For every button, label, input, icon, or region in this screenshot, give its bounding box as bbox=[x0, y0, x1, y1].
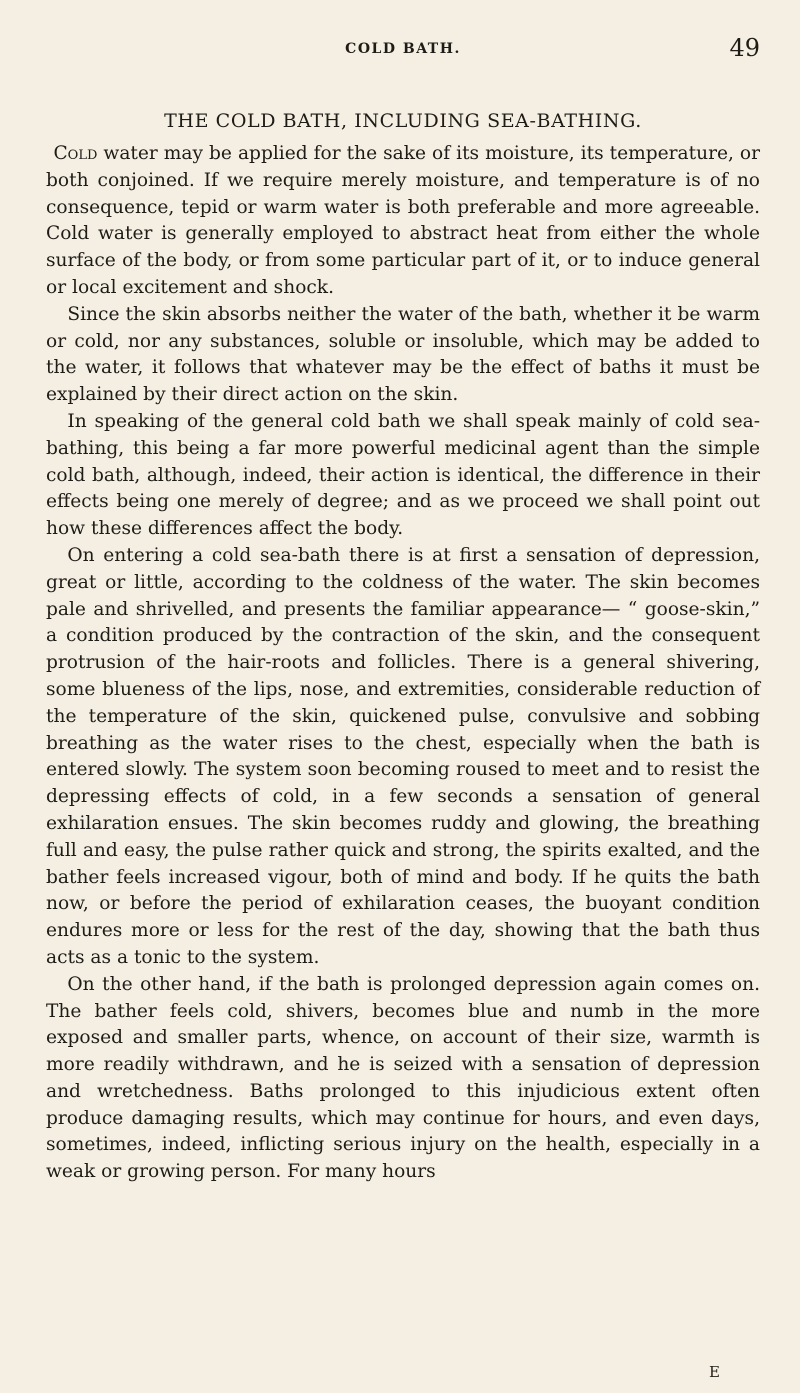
paragraph-text: On entering a cold sea-bath there is at first a sensation of depression, great or little, according to the coldness of the water. The skin becomes pale and shrivelled, and presents the familiar appearance— “ goose-skin,” a condition produced by the contraction of the skin, and the consequent protrusion of the hair-roots and follicles. There is a general shivering, some blueness of the lips, nose, and extremities, considerable reduction of the temperature of the skin, quickened pulse, convulsive and sobbing breathing as the water rises to the chest, especially when the bath is entered slowly. The system soon becoming roused to meet and to resist the depressing effects of cold, in a few seconds a sensation of general exhilaration ensues. The skin becomes ruddy and glowing, the breathing full and easy, the pulse rather quick and strong, the spirits exalted, and the bather feels increased vigour, both of mind and body. If he quits the bath now, or before the period of exhilaration ceases, the buoyant condition endures more or less for the rest of the day, showing that the bath thus acts as a tonic to the system. bbox=[46, 544, 760, 968]
paragraph-text: water may be applied for the sake of its moisture, its temperature, or both conjoined. If we require merely moisture, and temperature is of no consequence, tepid or warm water is both preferable and more agreeable. Cold water is generally employed to abstract heat from either the whole surface of the body, or from some particular part of it, or to induce general or local excitement and shock. bbox=[46, 143, 760, 298]
paragraph-text: In speaking of the general cold bath we shall speak mainly of cold sea-bathing, this being a far more powerful medicinal agent than the simple cold bath, although, indeed, their action is identical, the difference in their effects being one merely of degree; and as we proceed we shall point out how these differences affect the body. bbox=[46, 410, 760, 540]
paragraph bbox=[46, 972, 760, 1186]
running-head bbox=[46, 34, 760, 68]
paragraph bbox=[46, 409, 760, 543]
paragraph-lead-word: Cold bbox=[53, 143, 98, 164]
running-title: COLD BATH. bbox=[345, 41, 461, 57]
paragraph-text: Since the skin absorbs neither the water of the bath, whether it be warm or cold, nor any substances, soluble or insoluble, which may be added to the water, it follows that whatever may be the effect of baths it must be explained by their direct action on the skin. bbox=[46, 303, 760, 406]
paragraph bbox=[46, 302, 760, 409]
paragraph bbox=[46, 543, 760, 972]
signature-mark: E bbox=[709, 1363, 720, 1381]
body-text bbox=[46, 141, 760, 1186]
page-number: 49 bbox=[729, 34, 760, 62]
paragraph-text: On the other hand, if the bath is prolonged depression again comes on. The bather feels cold, shivers, becomes blue and numb in the more exposed and smaller parts, whence, on account of their size, warmth is more readily withdrawn, and he is seized with a sensation of depression and wretchedness. Baths prolonged to this injudicious extent often produce damaging results, which may continue for hours, and even days, sometimes, indeed, inflicting serious injury on the health, especially in a weak or growing person. For many hours bbox=[46, 973, 760, 1183]
section-title: THE COLD BATH, INCLUDING SEA-BATHING. bbox=[164, 110, 642, 132]
paragraph bbox=[46, 141, 760, 302]
